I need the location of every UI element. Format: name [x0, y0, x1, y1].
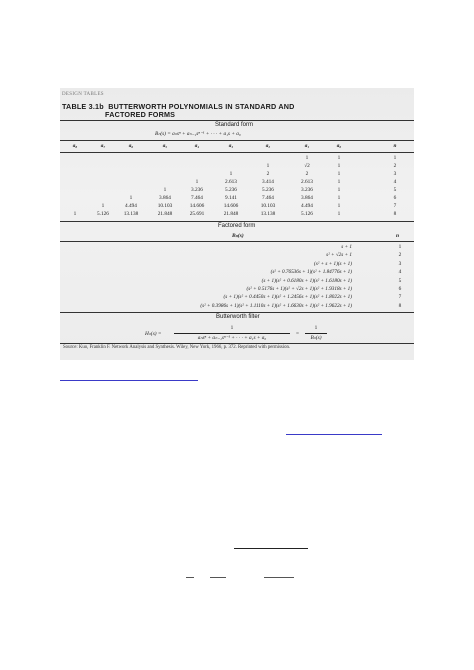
- factored-order: 8: [398, 302, 402, 309]
- factored-order: 1: [398, 244, 402, 250]
- factored-symbol: Bₙ(s): [232, 233, 244, 239]
- cell-a0: 1: [337, 179, 341, 185]
- cell-n: 5: [393, 187, 397, 193]
- factored-n-header: n: [396, 233, 400, 239]
- header-a7: a₇: [100, 143, 106, 149]
- section-factored-form: Factored form: [218, 223, 256, 229]
- cell-n: 8: [393, 211, 397, 217]
- filter-fraction-bar-2: [305, 333, 327, 334]
- cell-a7: 1: [101, 203, 105, 209]
- cell-a6: 13.138: [123, 211, 139, 217]
- header-a3: a₃: [228, 143, 234, 149]
- standard-equation: Bₙ(s) = aₙsⁿ + aₙ₋₁sⁿ⁻¹ + · · · + a₁s + a₀: [155, 131, 241, 137]
- filter-lhs: Hₙ(s) =: [145, 331, 162, 337]
- header-a5: a₅: [162, 143, 168, 149]
- cell-a3: 1: [229, 171, 233, 177]
- cell-a3: 14.606: [223, 203, 239, 209]
- cell-a1: 2.613: [301, 179, 313, 185]
- cell-a0: 1: [337, 195, 341, 201]
- cell-n: 1: [393, 155, 397, 161]
- cell-a3: 2.613: [225, 179, 237, 185]
- cell-a5: 3.864: [159, 195, 171, 201]
- cell-a0: 1: [337, 203, 341, 209]
- filter-equals: =: [296, 331, 299, 337]
- top-rule: [60, 120, 414, 121]
- cell-a2: 5.236: [262, 187, 274, 193]
- factored-order: 7: [398, 294, 402, 301]
- header-a4: a₄: [194, 143, 200, 149]
- section-standard-form: Standard form: [215, 122, 254, 128]
- masthead-text: DESIGN TABLES: [62, 92, 104, 97]
- factored-order: 4: [398, 269, 402, 276]
- cell-a4: 3.236: [191, 187, 203, 193]
- cell-a5: 21.848: [157, 211, 173, 217]
- cell-a0: 1: [337, 163, 341, 169]
- header-rule-top: [60, 140, 414, 141]
- cell-a4: 25.691: [189, 211, 205, 217]
- cell-a4: 14.606: [189, 203, 205, 209]
- factored-rule-bottom: [60, 241, 414, 242]
- cell-a2: 13.138: [260, 211, 276, 217]
- factored-expression: (s + 1)(s² + 0.6180s + 1)(s² + 1.6180s + 1): [261, 277, 352, 284]
- cell-n: 2: [393, 163, 397, 169]
- cell-a3: 9.141: [225, 195, 237, 201]
- header-rule-bottom: [60, 152, 414, 153]
- cell-a3: 5.236: [225, 187, 237, 193]
- factored-expression: s + 1: [341, 244, 352, 250]
- table-label: TABLE 3.1b: [62, 102, 104, 111]
- header-a8: a₈: [72, 143, 78, 149]
- cell-n: 6: [393, 195, 397, 201]
- cell-a0: 1: [337, 211, 341, 217]
- factored-expression: (s² + 0.3986s + 1)(s² + 1.1110s + 1)(s² + 1.6630s + 1)(s² + 1.9622s + 1): [200, 302, 352, 309]
- factored-expression: (s + 1)(s² + 0.4450s + 1)(s² + 1.2456s + 1)(s² + 1.8022s + 1): [223, 294, 352, 301]
- scanned-table-image: [60, 88, 414, 360]
- cell-n: 7: [393, 203, 397, 209]
- cell-a2: 7.464: [262, 195, 274, 201]
- cell-a1: √2: [304, 163, 310, 169]
- section-butterworth-filter: Butterworth filter: [216, 314, 260, 320]
- filter-numerator-2: 1: [314, 325, 318, 331]
- cell-a2: 2: [266, 171, 270, 177]
- cell-a5: 1: [163, 187, 167, 193]
- cell-a1: 3.864: [301, 195, 313, 201]
- cell-a2: 3.414: [262, 179, 274, 185]
- minus-mark: [186, 577, 194, 578]
- cell-a0: 1: [337, 171, 341, 177]
- cell-a7: 5.126: [97, 211, 109, 217]
- header-a2: a₂: [265, 143, 271, 149]
- cell-a4: 7.464: [191, 195, 203, 201]
- cell-a4: 1: [195, 179, 199, 185]
- table-title: [62, 102, 295, 111]
- factored-order: 3: [398, 260, 402, 267]
- factored-order: 5: [398, 277, 402, 284]
- factored-order: 2: [398, 252, 402, 259]
- cell-a0: 1: [337, 155, 341, 161]
- cell-a2: 10.103: [260, 203, 276, 209]
- cell-n: 3: [393, 171, 397, 177]
- factored-expression: s² + √2s + 1: [326, 252, 352, 259]
- header-a1: a₁: [304, 143, 310, 149]
- filter-numerator-1: 1: [230, 325, 234, 331]
- filter-rule-top: [60, 312, 414, 313]
- filter-fraction-bar-1: [174, 333, 290, 334]
- cell-a5: 10.103: [157, 203, 173, 209]
- fraction-bar-small-1: [210, 577, 226, 578]
- fraction-bar-small-2: [264, 577, 294, 578]
- factored-order: 6: [398, 286, 402, 292]
- underline-rule-2: [286, 434, 382, 435]
- underline-rule-1: [60, 380, 198, 381]
- header-a6: a₆: [128, 143, 134, 149]
- cell-a6: 4.494: [125, 203, 137, 209]
- factored-rule-top: [60, 221, 414, 222]
- factored-expression: (s² + s + 1)(s + 1): [314, 260, 352, 267]
- cell-a1: 5.126: [301, 211, 313, 217]
- equation-bar: [234, 548, 308, 549]
- cell-a2: 1: [266, 163, 270, 169]
- source-rule: [60, 343, 414, 344]
- table-title-line2: FACTORED FORMS: [105, 110, 176, 119]
- cell-a1: 1: [305, 155, 309, 161]
- factored-expression: (s² + 0.76536s + 1)(s² + 1.84776s + 1): [270, 269, 352, 276]
- cell-a0: 1: [337, 187, 341, 193]
- cell-a3: 21.848: [223, 211, 239, 217]
- header-n: n: [393, 143, 397, 149]
- filter-denominator-1: aₙsⁿ + aₙ₋₁sⁿ⁻¹ + · · · + a₁s + a₀: [197, 335, 267, 341]
- cell-a6: 1: [129, 195, 133, 201]
- cell-n: 4: [393, 179, 397, 185]
- cell-a8: 1: [73, 211, 77, 217]
- factored-expression: (s² + 0.5176s + 1)(s² + √2s + 1)(s² + 1.9318s + 1): [246, 286, 352, 292]
- table-title-line1: BUTTERWORTH POLYNOMIALS IN STANDARD AND: [108, 102, 295, 111]
- filter-denominator-2: Bₙ(s): [310, 335, 322, 341]
- cell-a1: 3.236: [301, 187, 313, 193]
- source-citation: Source: Kuo, Franklin F. Network Analysis and Synthesis. Wiley, New York, 1966, p. 372. Reprinted with permission.: [63, 345, 291, 350]
- header-a0: a₀: [336, 143, 342, 149]
- cell-a1: 2: [305, 171, 309, 177]
- cell-a1: 4.494: [301, 203, 313, 209]
